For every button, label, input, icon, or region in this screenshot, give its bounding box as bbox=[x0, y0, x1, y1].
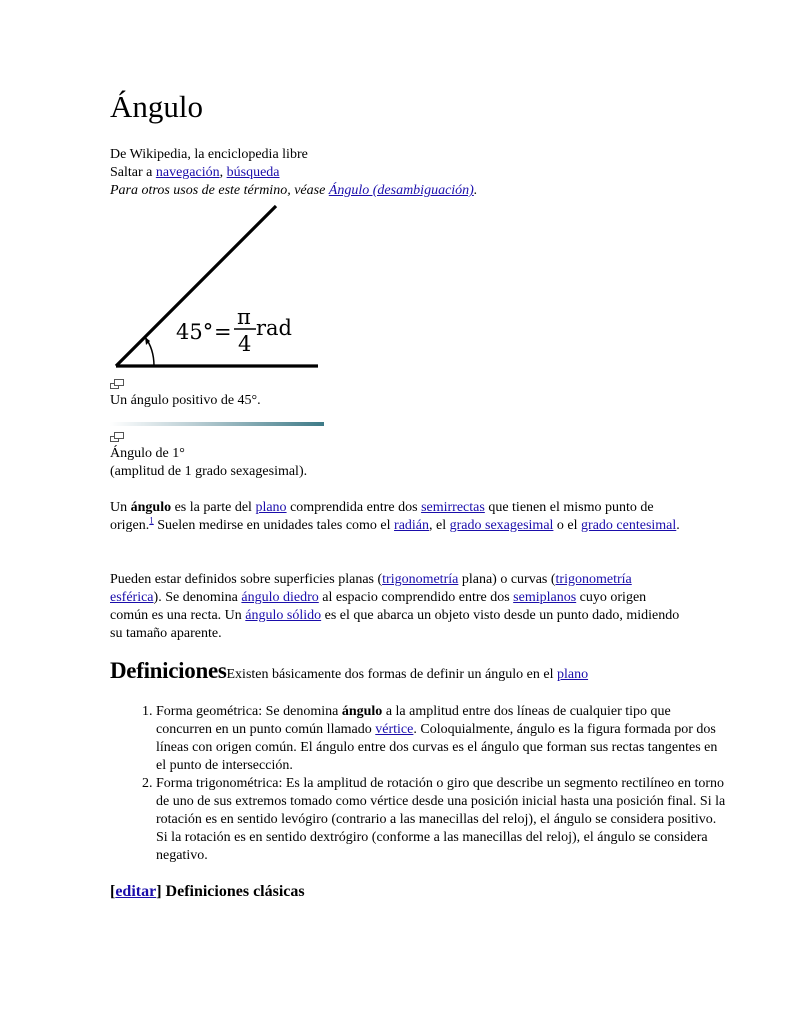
figure-caption: Un ángulo positivo de 45°. bbox=[110, 393, 261, 408]
disambiguation-link[interactable]: Ángulo (desambiguación) bbox=[328, 183, 474, 198]
link-trigonometria-esferica[interactable]: trigonometría esférica bbox=[110, 572, 632, 605]
definitions-intro: Existen básicamente dos formas de definir un ángulo en el plano bbox=[226, 667, 589, 682]
link-radian[interactable]: radián bbox=[394, 518, 430, 533]
link-semirrectas[interactable]: semirrectas bbox=[421, 500, 485, 515]
fraction-denominator: 4 bbox=[238, 332, 252, 356]
figure-caption-2-line2: (amplitud de 1 grado sexagesimal). bbox=[110, 464, 308, 479]
section-heading-clasicas: [editar] Definiciones clásicas bbox=[110, 883, 305, 900]
navigation-link[interactable]: navegación bbox=[155, 165, 220, 180]
list-item: 1. Forma geométrica: Se denomina ángulo a la amplitud entre dos líneas de cualquier tipo que concurren en un punto común llamado vértice. Coloquialmente, ángulo es la figura formada por dos líneas con origen común. El ángulo entre dos curvas es el ángulo que forman sus rectas tangentes en el punto de intersección. bbox=[156, 703, 726, 775]
disambiguation-note bbox=[110, 182, 477, 200]
angle-degrees-label: 45° bbox=[176, 320, 214, 344]
link-angulo-solido[interactable]: ángulo sólido bbox=[245, 608, 322, 623]
link-grado-sexagesimal[interactable]: grado sexagesimal bbox=[449, 518, 554, 533]
skip-separator: , bbox=[219, 165, 227, 180]
skip-prefix: Saltar a bbox=[110, 165, 156, 180]
term-angulo: ángulo bbox=[130, 500, 172, 515]
link-trigonometria[interactable]: trigonometría bbox=[382, 572, 459, 587]
angle-figure[interactable] bbox=[110, 200, 340, 380]
link-semiplanos[interactable]: semiplanos bbox=[513, 590, 577, 605]
surfaces-paragraph: Pueden estar definidos sobre superficies planas (trigonometría plana) o curvas (trigonometría esférica). Se denomina ángulo diedro al espacio comprendido entre dos semiplanos cuyo origen común es una recta. Un ángulo sólido es el que abarca un objeto visto desde un punto dado, midiendo su tamaño aparente. bbox=[110, 572, 680, 641]
search-link[interactable]: búsqueda bbox=[226, 165, 280, 180]
page-title: Ángulo bbox=[110, 89, 203, 124]
disambiguation-prefix: Para otros usos de este término, véase bbox=[110, 183, 329, 198]
skip-links bbox=[110, 164, 280, 182]
radian-unit: rad bbox=[256, 316, 293, 340]
definitions-list bbox=[110, 703, 726, 865]
edit-section-link[interactable]: editar bbox=[115, 883, 157, 900]
definitions-title: Definiciones bbox=[110, 658, 227, 683]
definitions-heading bbox=[110, 658, 588, 684]
citation-1[interactable]: 1 bbox=[149, 515, 154, 526]
link-plano[interactable]: plano bbox=[255, 500, 287, 515]
enlarge-icon[interactable] bbox=[110, 432, 124, 442]
disambiguation-suffix: . bbox=[473, 183, 478, 198]
link-plano-2[interactable]: plano bbox=[556, 667, 589, 682]
enlarge-icon[interactable] bbox=[110, 379, 124, 389]
divider bbox=[110, 422, 324, 426]
term-angulo-2: ángulo bbox=[341, 704, 383, 719]
link-angulo-diedro[interactable]: ángulo diedro bbox=[241, 590, 319, 605]
link-grado-centesimal[interactable]: grado centesimal bbox=[581, 518, 677, 533]
site-tagline: De Wikipedia, la enciclopedia libre bbox=[110, 147, 308, 162]
link-vertice[interactable]: vértice bbox=[375, 722, 414, 737]
intro-paragraph: Un ángulo es la parte del plano comprendida entre dos semirrectas que tienen el mismo punto de origen.$^1$ Suelen medirse en unidades tales como el radián, el grado sexagesimal o el grado centesimal. bbox=[110, 500, 680, 533]
section-title: Definiciones clásicas bbox=[165, 883, 305, 900]
figure-caption-2-line1: Ángulo de 1° bbox=[110, 446, 185, 461]
pi-symbol: π bbox=[237, 305, 251, 329]
equals-sign: = bbox=[214, 320, 232, 344]
list-item: 2. Forma trigonométrica: Es la amplitud de rotación o giro que describe un segmento rectilíneo en torno de uno de sus extremos tomado como vértice desde una posición inicial hasta una posición final. Si la rotación es en sentido levógiro (contrario a las manecillas del reloj), el ángulo se considera positivo. Si la rotación es en sentido dextrógiro (conforme a las manecillas del reloj), el ángulo se considera negativo. bbox=[156, 775, 726, 865]
